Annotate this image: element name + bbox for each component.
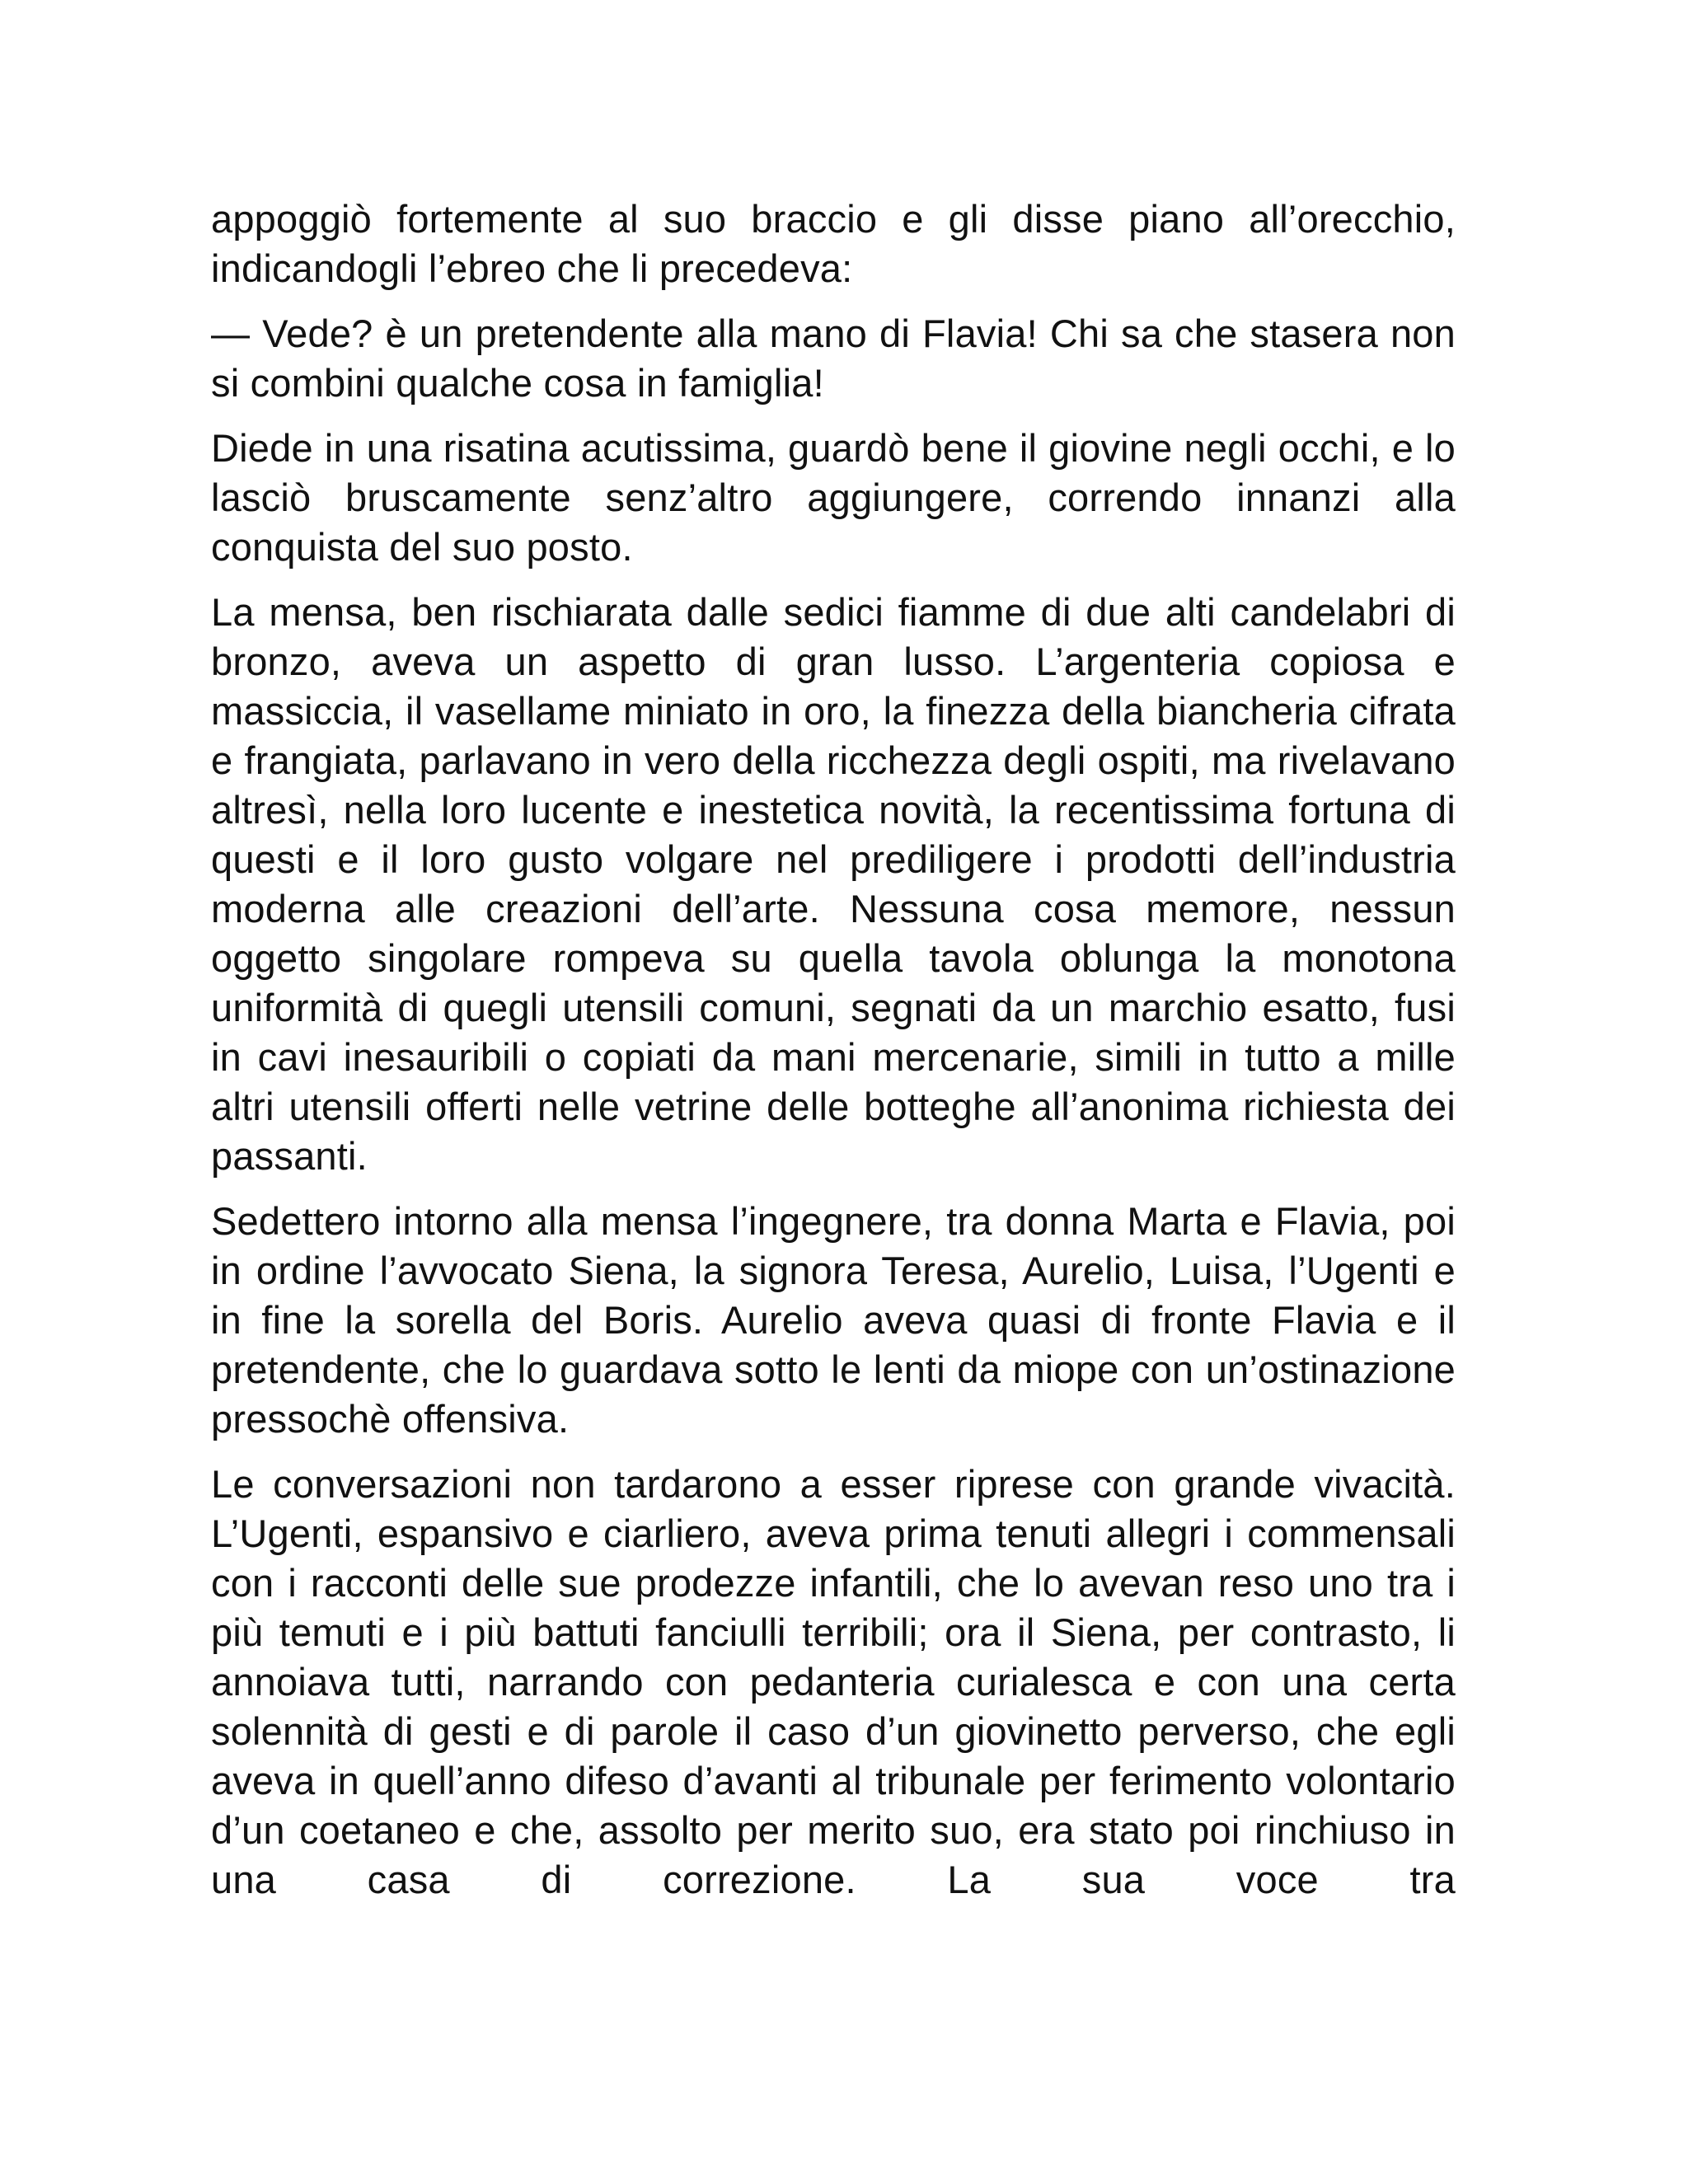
paragraph: appoggiò fortemente al suo braccio e gli disse piano all’orecchio, indicandogli l’ebreo che li precedeva: (211, 197, 1456, 290)
paragraph: La mensa, ben rischiarata dalle sedici fiamme di due alti candelabri di bronzo, aveva un aspetto di gran lusso. L’argenteria copiosa e massiccia, il vasellame miniato in oro, la finezza della biancheria cifrata e frangiata, parlavano in vero della ricchezza degli ospiti, ma rivelavano altresì, nella loro lucente e inestetica novità, la recentissima fortuna di questi e il loro gusto volgare nel prediligere i prodotti dell’industria moderna alle creazioni dell’arte. Nessuna cosa memore, nessun oggetto singolare rompeva su quella tavola oblunga la monotona uniformità di quegli utensili comuni, segnati da un marchio esatto, fusi in cavi inesauribili o copiati da mani mercenarie, simili in tutto a mille altri utensili offerti nelle vetrine delle botteghe all’anonima richiesta dei passanti. (211, 590, 1456, 1178)
paragraph: — Vede? è un pretendente alla mano di Flavia! Chi sa che stasera non si combini qualche cosa in famiglia! (211, 312, 1456, 405)
paragraph: Le conversazioni non tardarono a esser riprese con grande vivacità. L’Ugenti, espansivo e ciarliero, aveva prima tenuti allegri i commensali con i racconti delle sue prodezze infantili, che lo avevan reso uno tra i più temuti e i più battuti fanciulli terribili; ora il Siena, per contrasto, li annoiava tutti, narrando con pedanteria curialesca e con una certa solennità di gesti e di parole il caso d’un giovinetto perverso, che egli aveva in quell’anno difeso d’avanti al tribunale per ferimento volontario d’un coetaneo e che, assolto per merito suo, era stato poi rinchiuso in una casa di correzione. La sua voce tra (211, 1462, 1456, 1901)
paragraph: Sedettero intorno alla mensa l’ingegnere, tra donna Marta e Flavia, poi in ordine l’avvocato Siena, la signora Teresa, Aurelio, Luisa, l’Ugenti e in fine la sorella del Boris. Aurelio aveva quasi di fronte Flavia e il pretendente, che lo guardava sotto le lenti da miope con un’ostinazione pressochè offensiva. (211, 1199, 1456, 1441)
body-text (211, 194, 1456, 1920)
paragraph: Diede in una risatina acutissima, guardò bene il giovine negli occhi, e lo lasciò bruscamente senz’altro aggiungere, correndo innanzi alla conquista del suo posto. (211, 426, 1456, 569)
